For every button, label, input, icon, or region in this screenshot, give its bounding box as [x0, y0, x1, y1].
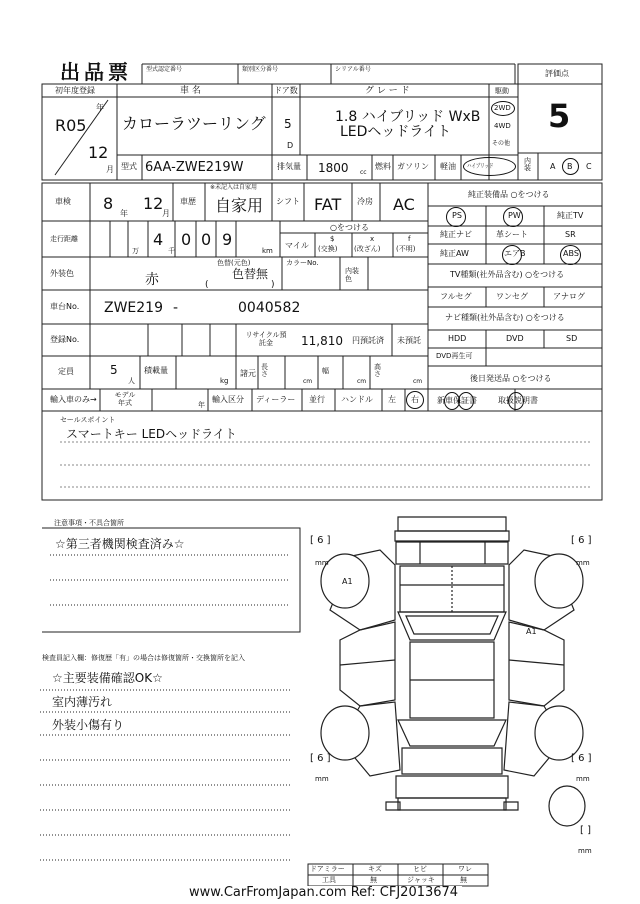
recycle-unpaid: 未預託 — [397, 336, 421, 345]
grade-label: グ レ ー ド — [365, 86, 410, 96]
fuel-label: 燃料 — [375, 162, 391, 171]
displacement-unit: cc — [360, 169, 367, 176]
grade-line1: 1.8 ハイブリッド WxB — [335, 109, 481, 125]
equip-navi: 純正ナビ — [440, 230, 472, 239]
legend-scratch: キズ — [368, 865, 382, 873]
mileage-digit-6: 9 — [222, 230, 233, 249]
later-manual-circle — [508, 392, 524, 410]
shift: FAT — [314, 195, 342, 214]
drive-2wd-circle — [491, 101, 515, 116]
model-year-unit: 年 — [198, 401, 205, 409]
doors: 5 — [284, 117, 292, 131]
equip-pw: PW — [508, 211, 521, 220]
load-label: 積載量 — [144, 366, 168, 375]
navi-hdd: HDD — [448, 334, 467, 343]
meter-unknown: (不明) — [396, 245, 416, 253]
tire-depth-top-right-value: 6 — [578, 535, 585, 546]
equip-abs: ABS — [563, 249, 579, 258]
equip-aw: 純正AW — [440, 249, 469, 258]
equip-sr: SR — [565, 230, 576, 239]
damage-mark-left: A1 — [342, 577, 353, 586]
chassis-dash: - — [173, 300, 179, 316]
first-reg-label: 初年度登録 — [55, 86, 95, 95]
equip-tv: 純正TV — [557, 211, 584, 220]
drive-4wd: 4WD — [494, 122, 511, 130]
meter-exchange: (交換) — [318, 245, 338, 253]
import-class-label: 輸入区分 — [212, 395, 244, 404]
load-kg-unit: kg — [220, 377, 229, 385]
chassis-no: 0040582 — [238, 300, 301, 316]
length-label: 長さ — [261, 363, 268, 378]
watermark: www.CarFromJapan.com Ref: CFJ2013674 — [185, 886, 462, 899]
fuel-diesel: 軽油 — [440, 162, 456, 171]
tire-mm-bottom-left: mm — [315, 775, 329, 783]
shaken-year: 8 — [103, 194, 114, 213]
legend-crack: ヒビ — [413, 865, 427, 873]
drive-label: 駆動 — [495, 87, 509, 95]
handle-right-circle — [406, 391, 424, 409]
tv-fullseg: フルセグ — [440, 292, 472, 301]
man-unit: 万 — [132, 247, 139, 255]
height-cm-unit: cm — [413, 378, 423, 385]
meter-tampered-sym: x — [370, 235, 375, 243]
mileage-label: 走行距離 — [50, 235, 78, 243]
color-label: 外装色 — [50, 269, 74, 278]
sen-unit: 千 — [168, 247, 175, 255]
fuel-gasoline: ガソリン — [397, 162, 429, 171]
tire-depth-bottom-right: [ 6 ] — [571, 753, 592, 764]
equip-airbag-circle — [502, 245, 522, 265]
repaint-paren-open: ( — [205, 280, 209, 290]
inspector-label: 検査員記入欄：修復歴「有」の場合は修復箇所・交換箇所を記入 — [42, 654, 245, 662]
drive-other: その他 — [492, 140, 511, 147]
legend-mirror: ドアミラー — [310, 865, 345, 873]
inspector-line-3: 外装小傷有り — [52, 718, 125, 732]
repaint-paren-close: ) — [271, 280, 275, 290]
tire-rear-left — [321, 706, 369, 760]
interior-color-label: 内装色 — [345, 267, 359, 283]
displacement-label: 排気量 — [277, 162, 301, 171]
later-warranty: 新車保証書 — [437, 396, 477, 405]
first-reg-year: R05 — [55, 116, 87, 135]
car-name: カローラツーリング — [122, 114, 266, 133]
mile-label: マイル — [285, 241, 309, 250]
interior-a: A — [550, 162, 556, 171]
recycle-label: リサイクル預託金 — [245, 331, 287, 348]
equip-pw-circle — [503, 207, 523, 227]
page-title: 出品票 — [60, 60, 132, 84]
capacity: 5 — [110, 363, 118, 377]
legend-tool: 工具 — [322, 876, 336, 884]
model-year-label: モデル年式 — [114, 391, 136, 407]
interior-b-circle — [562, 158, 579, 175]
model-label: 型式 — [121, 162, 137, 171]
tire-mm-top-right: mm — [576, 559, 590, 567]
tire-depth-spare: [ ] — [580, 825, 591, 836]
handle-left: 左 — [388, 395, 396, 404]
exterior-color: 赤 — [145, 272, 159, 288]
model: 6AA-ZWE219W — [145, 160, 244, 175]
equip-airbag: エアB — [504, 249, 526, 258]
first-reg-month: 12 — [88, 143, 109, 162]
doors-label: ドア数 — [274, 86, 298, 95]
notes-label: 注意事項・不具合箇所 — [54, 519, 124, 527]
width-cm-unit: cm — [357, 378, 367, 385]
sales-point-label: セールスポイント — [60, 416, 116, 424]
mileage-digit-5: 0 — [201, 230, 212, 249]
tire-depth-bottom-left: [ 6 ] — [310, 753, 331, 764]
tire-spare — [549, 786, 585, 826]
shaken-month-unit: 月 — [162, 209, 170, 218]
inspector-line-2: 室内薄汚れ — [52, 695, 113, 709]
recycle-paid: 円預託済 — [352, 336, 384, 345]
import-parallel: 並行 — [309, 395, 325, 404]
dvd-label: DVD再生可 — [436, 352, 473, 360]
tire-mm-bottom-right: mm — [576, 775, 590, 783]
width-label: 幅 — [322, 367, 329, 375]
navi-sd: SD — [566, 334, 578, 343]
navi-title: ナビ種類(社外品含む) ○をつける — [445, 313, 565, 322]
sales-point-text: スマートキー LEDヘッドライト — [66, 427, 237, 441]
fuel-hybrid-circle — [463, 157, 516, 176]
later-title: 後日発送品 ○をつける — [470, 374, 552, 383]
handle-right: 右 — [411, 395, 419, 404]
history-note: ※未記入は自家用 — [210, 184, 258, 191]
ac-label: 冷房 — [357, 197, 373, 206]
mileage-digit-4: 0 — [181, 230, 192, 249]
tire-depth-top-left: [ 6 ] — [310, 535, 331, 546]
notes-line-1: ☆第三者機関検査済み☆ — [55, 537, 185, 551]
legend-jack-value: 無 — [460, 876, 467, 884]
shift-label: シフト — [276, 197, 300, 206]
displacement: 1800 — [318, 161, 349, 175]
equip-abs-circle — [560, 245, 581, 265]
chassis-model: ZWE219 — [104, 300, 164, 316]
mileage-digit-3: 4 — [153, 230, 164, 249]
grade-line2: LEDヘッドライト — [340, 124, 452, 140]
shaken-label: 車検 — [55, 197, 71, 206]
later-manual: 取扱説明書 — [498, 396, 538, 405]
meter-exchange-sym: $ — [330, 235, 335, 243]
inspector-line-1: ☆主要装備確認OK☆ — [52, 671, 163, 685]
year-unit: 年 — [96, 103, 104, 112]
km-unit: km — [262, 247, 273, 255]
recycle: 11,810 — [301, 334, 343, 348]
color-no-label: カラーNo. — [286, 259, 319, 267]
legend-break: ワレ — [458, 865, 472, 873]
height-label: 高さ — [374, 363, 381, 378]
equipment-title: 純正装備品 ○をつける — [468, 190, 550, 199]
later-warranty-circle-2 — [458, 392, 474, 410]
tire-depth-top-right: [ 6 ] — [571, 535, 592, 546]
handle-label: ハンドル — [341, 395, 373, 404]
car-diagram — [330, 517, 574, 810]
tv-analog: アナログ — [553, 292, 585, 301]
serial-label: シリアル番号 — [335, 66, 371, 73]
spec-label: 諸元 — [240, 369, 256, 378]
fuel-hybrid: ハイブリッド — [467, 163, 494, 170]
chassis-label: 車台No. — [50, 302, 80, 311]
meter-unknown-sym: f — [408, 235, 411, 243]
navi-dvd: DVD — [506, 334, 524, 343]
interior-b: B — [567, 162, 573, 171]
tire-mm-spare: mm — [578, 847, 592, 855]
equip-ps-circle — [446, 207, 466, 227]
month-unit: 月 — [106, 165, 114, 174]
tire-rear-right — [535, 706, 583, 760]
import-dealer: ディーラー — [256, 395, 296, 404]
interior-c: C — [586, 162, 592, 171]
tv-oneseg: ワンセグ — [496, 292, 528, 301]
capacity-unit: 人 — [128, 377, 135, 385]
tire-depth-top-left-value: 6 — [317, 535, 324, 546]
damage-mark-right: A1 — [526, 627, 537, 636]
interior-label: 内装 — [524, 157, 531, 172]
class-no-label: 類別区分番号 — [242, 66, 279, 73]
car-name-label: 車 名 — [180, 86, 201, 96]
tv-title: TV種類(社外品含む) ○をつける — [450, 270, 565, 279]
equip-leather: 革シート — [496, 230, 528, 239]
shaken-year-unit: 年 — [120, 209, 128, 218]
repaint: 色替無 — [232, 267, 269, 281]
tire-depth-bottom-right-value: 6 — [578, 753, 585, 764]
meter-tsukeru: ○をつける — [330, 223, 369, 232]
legend-jack: ジャッキ — [407, 876, 435, 884]
evaluation-score: 5 — [548, 97, 571, 135]
length-cm-unit: cm — [303, 378, 313, 385]
meter-tampered: (改ざん) — [354, 245, 381, 253]
repaint-label: 色替(元色) — [217, 259, 251, 267]
history-label: 車歴 — [180, 197, 196, 206]
capacity-label: 定員 — [58, 367, 74, 376]
grade-section-label: 評価点 — [545, 69, 569, 78]
import-label: 輸入車のみ→ — [50, 395, 97, 404]
legend-tool-value: 無 — [370, 876, 377, 884]
equip-ps: PS — [452, 211, 462, 220]
reg-no-label: 登録No. — [50, 335, 80, 344]
drive-2wd: 2WD — [494, 104, 511, 112]
history: 自家用 — [215, 196, 264, 215]
ac: AC — [393, 195, 415, 214]
tire-depth-bottom-left-value: 6 — [317, 753, 324, 764]
shaken-month: 12 — [143, 194, 164, 213]
door-unit: D — [287, 141, 294, 150]
cert-no-label: 型式認定番号 — [146, 66, 183, 73]
tire-mm-top-left: mm — [315, 559, 329, 567]
